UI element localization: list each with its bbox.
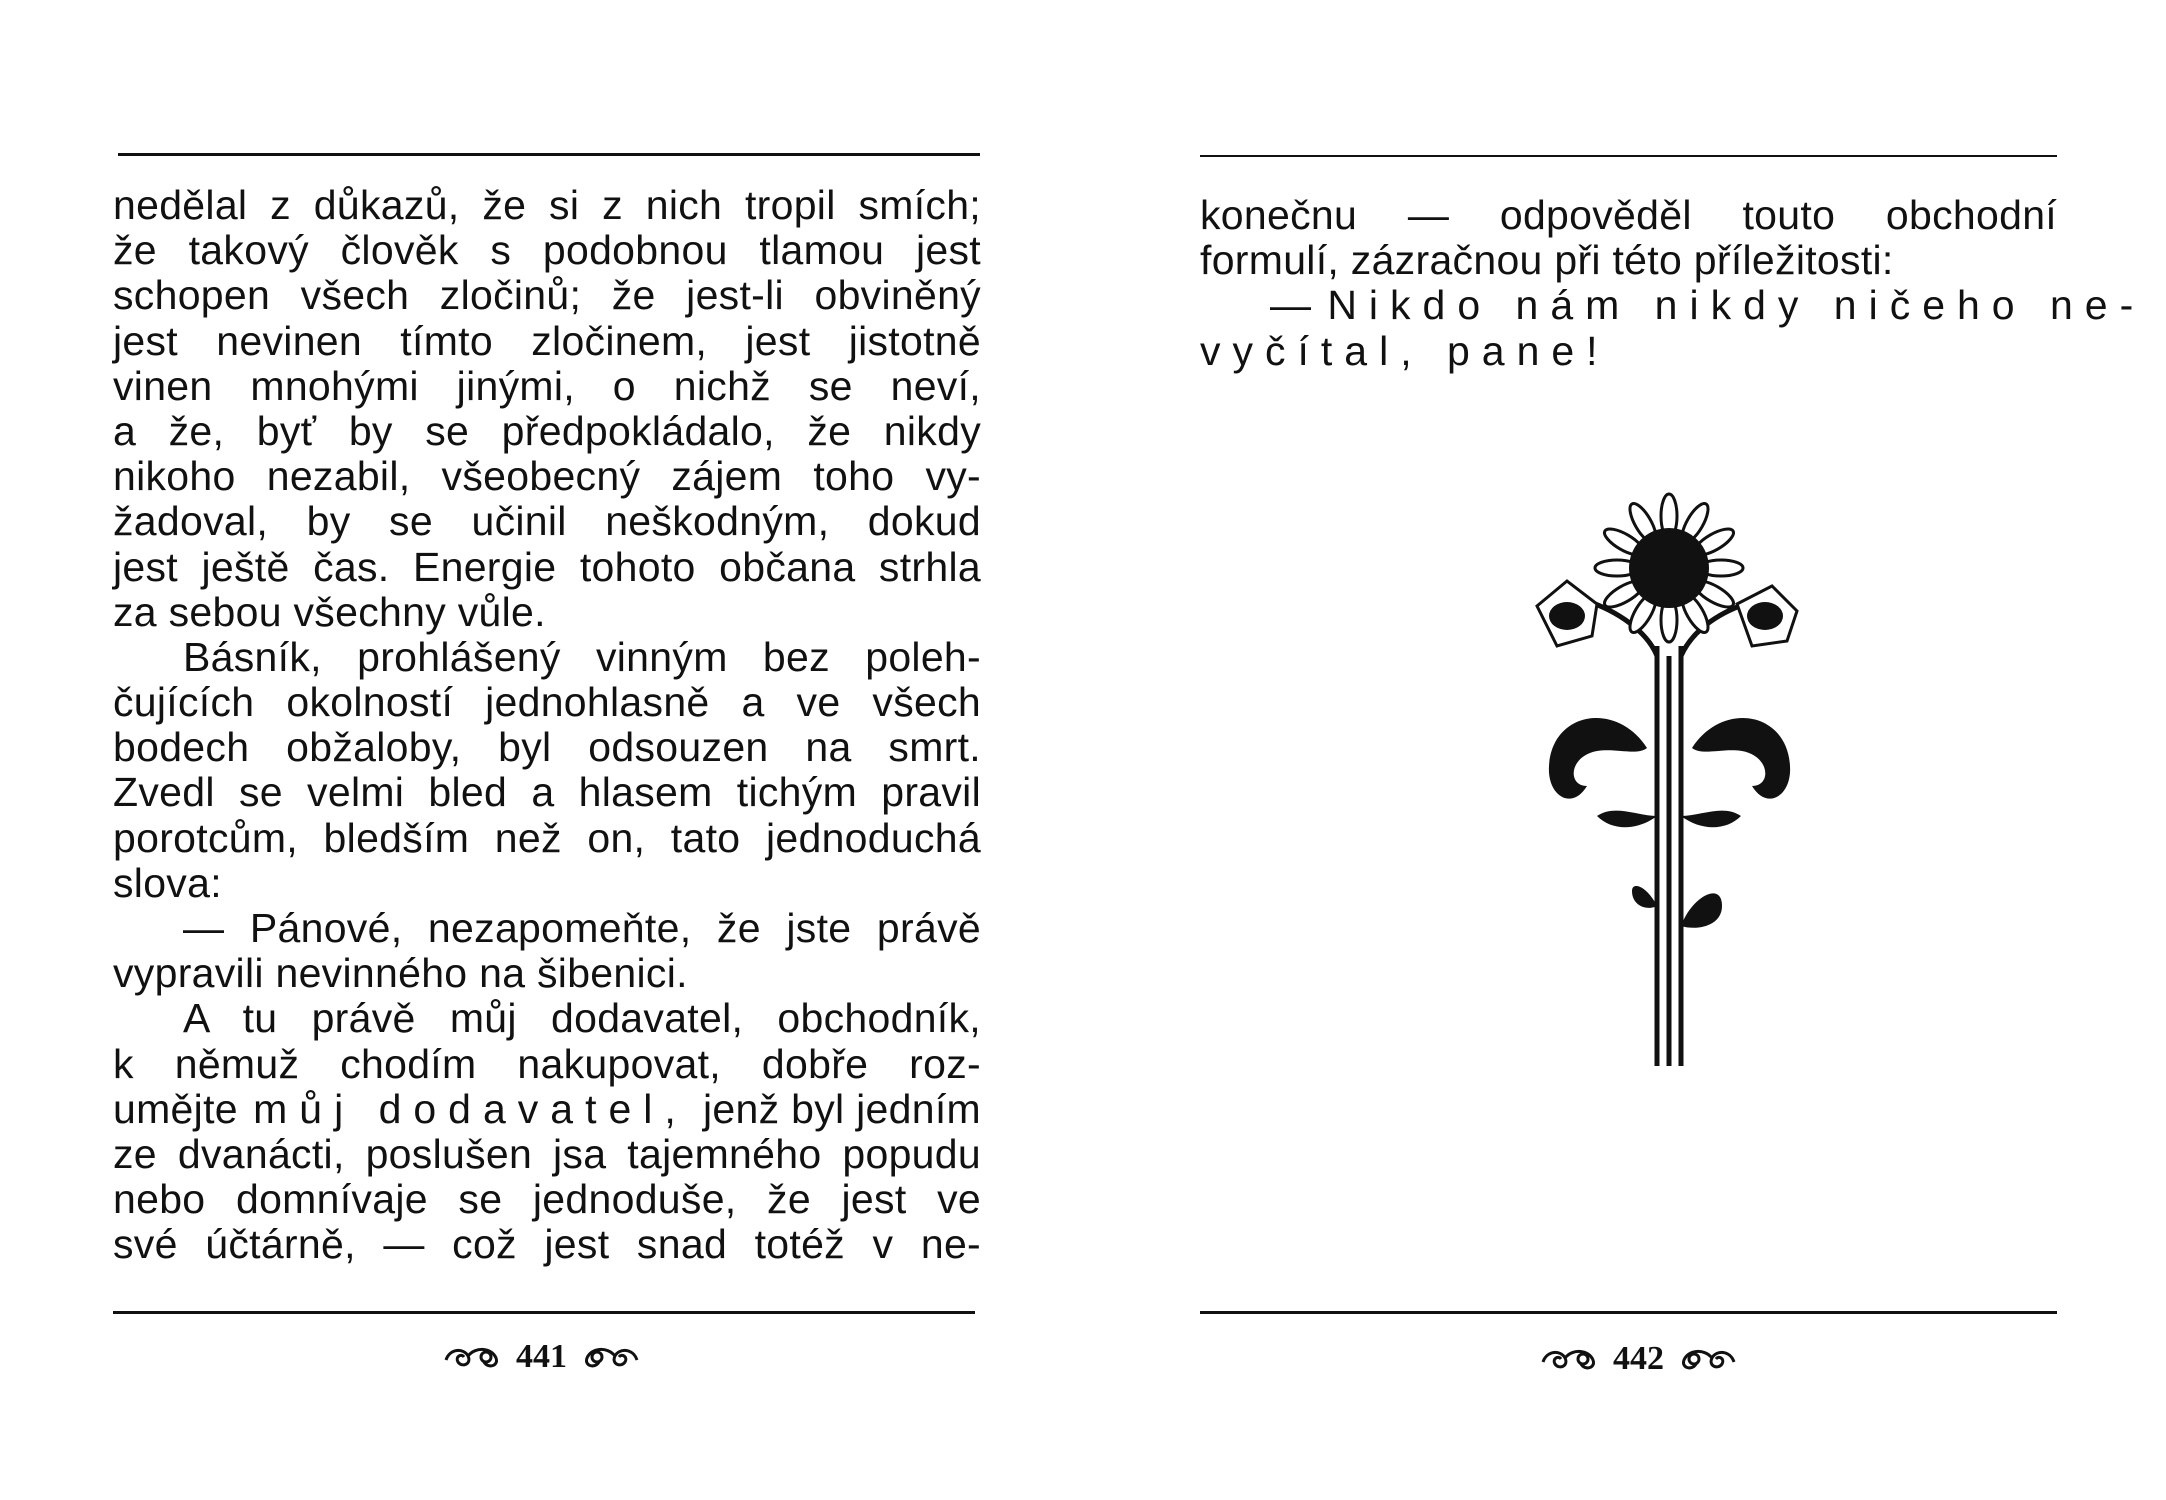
text-line: žadoval, by se učinil neškodným, dokud xyxy=(113,498,981,545)
text-line: vinen mnohými jinými, o nichž se neví, xyxy=(113,362,981,409)
right-page xyxy=(1083,0,2166,1500)
text-line: Zvedl se velmi bled a hlasem tichým pravil xyxy=(113,769,981,816)
text-line: nikoho nezabil, všeobecný zájem toho vy- xyxy=(113,453,981,500)
scroll-ornament-right-icon xyxy=(1678,1344,1738,1374)
top-rule xyxy=(1200,155,2057,157)
bottom-rule xyxy=(113,1311,975,1314)
text-line: jest ještě čas. Energie tohoto občana strhla xyxy=(113,543,981,590)
text-line xyxy=(1200,282,2146,329)
emphasized-text: můj dodavatel, xyxy=(253,1085,688,1132)
text-line: jest nevinen tímto zločinem, jest jistotně xyxy=(113,317,981,364)
text-line: ze dvanácti, poslušen jsa tajemného popudu xyxy=(113,1130,981,1177)
text-line: slova: xyxy=(113,859,222,906)
text-line: nebo domnívaje se jednoduše, že jest ve xyxy=(113,1176,981,1223)
scroll-ornament-left-icon xyxy=(442,1342,502,1372)
text-line: čujících okolností jednohlasně a ve všech xyxy=(113,679,981,726)
text-fragment: umějte xyxy=(113,1085,238,1132)
scroll-ornament-right-icon xyxy=(581,1342,641,1372)
emphasized-text: vyčítal, pane! xyxy=(1200,327,1610,374)
text-fragment: jenž byl jedním xyxy=(703,1085,981,1132)
top-rule xyxy=(118,153,980,156)
sunflower-vignette-icon xyxy=(1497,486,1837,1076)
page-number-block xyxy=(442,1338,641,1376)
text-line: že takový člověk s podobnou tlamou jest xyxy=(113,227,981,274)
body-text xyxy=(113,183,981,1268)
text-line xyxy=(113,1087,981,1132)
text-line: Básník, prohlášený vinným bez poleh- xyxy=(183,633,981,680)
text-line: nedělal z důkazů, že si z nich tropil smích; xyxy=(113,182,981,228)
text-line: vypravili nevinného na šibenici. xyxy=(113,950,688,997)
text-line: za sebou všechny vůle. xyxy=(113,588,546,635)
page-number: 442 xyxy=(1613,1340,1664,1377)
text-line: schopen všech zločinů; že jest-li obviněný xyxy=(113,272,981,319)
text-line: formulí, zázračnou při této příležitosti: xyxy=(1200,237,1894,284)
page-number: 441 xyxy=(516,1338,567,1375)
text-line: bodech obžaloby, byl odsouzen na smrt. xyxy=(113,724,981,771)
scroll-ornament-left-icon xyxy=(1539,1344,1599,1374)
page-number-block xyxy=(1539,1340,1738,1378)
text-line: porotcům, bledším než on, tato jednoduchá xyxy=(113,814,981,861)
text-line: konečnu — odpověděl touto obchodní xyxy=(1200,192,2057,238)
text-line: A tu právě můj dodavatel, obchodník, xyxy=(183,995,981,1042)
text-line: — Pánové, nezapomeňte, že jste právě xyxy=(183,905,981,951)
emphasized-text: Nikdo nám nikdy ničeho ne- xyxy=(1327,282,2146,329)
text-line: a že, byť by se předpokládalo, že nikdy xyxy=(113,407,981,454)
text-line: své účtárně, — což jest snad totéž v ne- xyxy=(113,1221,981,1268)
dash: — xyxy=(1270,282,1312,329)
bottom-rule xyxy=(1200,1311,2057,1314)
text-line: k němuž chodím nakupovat, dobře roz- xyxy=(113,1040,981,1087)
body-text xyxy=(1200,192,2146,374)
